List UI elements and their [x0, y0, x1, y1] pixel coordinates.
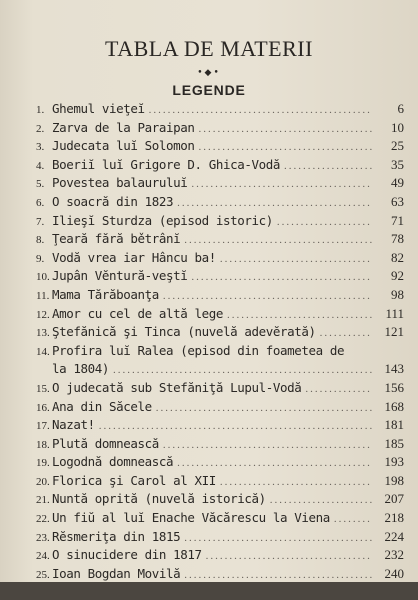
leader-dots: [191, 175, 372, 194]
entry-title: Profira luĭ Ralea (episod din foametea de: [52, 342, 345, 358]
entry-number: 18.: [36, 438, 50, 451]
entry-number: 16.: [36, 401, 50, 414]
leader-dots: [284, 157, 372, 176]
entry-page-number: 156: [384, 379, 404, 395]
entry-page-number: 240: [384, 565, 404, 581]
entry-title: Ghemul vieţeĭ: [52, 101, 145, 116]
entry-page-number: 63: [391, 193, 404, 209]
leader-dots: [163, 436, 372, 455]
entry-page-number: 185: [384, 435, 404, 451]
entry-title: Nuntă oprită (nuvelă istorică): [52, 491, 266, 507]
toc-entry: [36, 379, 404, 398]
toc-entry: [36, 230, 404, 249]
toc-entry: [36, 156, 404, 175]
entry-number: 6.: [36, 196, 45, 209]
toc-entry: [36, 490, 404, 509]
toc-entry: [36, 416, 404, 435]
leader-dots: [206, 547, 372, 566]
leader-dots: [220, 473, 372, 492]
entry-title: Rĕsmeriţa din 1815: [52, 528, 181, 544]
entry-number: 5.: [36, 178, 45, 191]
entry-page-number: 35: [391, 156, 404, 172]
entry-number: 1.: [36, 104, 45, 116]
entry-number: 17.: [36, 420, 50, 433]
entry-page-number: 78: [391, 231, 404, 247]
entry-number: 12.: [36, 308, 50, 321]
entry-page-number: 6: [397, 101, 404, 116]
leader-dots: [184, 231, 372, 250]
entry-title: Amor cu cel de altă lege: [52, 305, 224, 321]
toc-entry: [36, 249, 404, 268]
leader-dots: [227, 306, 372, 325]
toc-entry: [36, 546, 404, 565]
leader-dots: [149, 101, 372, 120]
toc-entry: [36, 212, 404, 231]
leader-dots: [199, 138, 372, 157]
entry-page-number: 168: [384, 398, 404, 414]
entry-page-number: 49: [391, 175, 404, 191]
table-of-contents: [36, 100, 404, 583]
toc-entry-continuation: [36, 360, 404, 379]
entry-page-number: 111: [385, 305, 404, 321]
entry-page-number: 207: [384, 491, 404, 507]
entry-number: 22.: [36, 513, 50, 526]
entry-title: Un fiŭ al luĭ Enache Văcărescu la Viena: [52, 510, 330, 526]
toc-entry: [36, 174, 404, 193]
toc-entry: [36, 472, 404, 491]
leader-dots: [220, 250, 372, 269]
toc-entry: [36, 267, 404, 286]
toc-entry: [36, 305, 404, 324]
entry-title: Boeriĭ luĭ Grigore D. Ghica-Vodă: [52, 156, 281, 172]
entry-title: Ana din Săcele: [52, 398, 152, 414]
entry-page-number: 198: [384, 472, 404, 488]
entry-title: Logodnă domnească: [52, 454, 174, 470]
entry-number: 8.: [36, 234, 45, 247]
entry-page-number: 218: [384, 510, 404, 526]
entry-title: Vodă vrea iar Hâncu ba!: [52, 249, 216, 265]
entry-number: 23.: [36, 531, 50, 544]
leader-dots: [99, 417, 372, 436]
leader-dots: [191, 268, 372, 287]
entry-title: Povestea balauruluĭ: [52, 175, 188, 191]
entry-number: 25.: [36, 568, 50, 581]
toc-entry: [36, 193, 404, 212]
entry-page-number: 10: [391, 119, 404, 135]
entry-title: Judecata luĭ Solomon: [52, 138, 195, 154]
toc-entry: [36, 119, 404, 138]
entry-number: 20.: [36, 475, 50, 488]
leader-dots: [184, 529, 372, 548]
toc-entry: [36, 137, 404, 156]
leader-dots: [199, 120, 372, 139]
leader-dots: [113, 361, 372, 380]
leader-dots: [334, 510, 372, 529]
entry-number: 7.: [36, 215, 45, 228]
leader-dots: [270, 491, 372, 510]
entry-number: 15.: [36, 382, 50, 395]
entry-number: 10.: [36, 271, 50, 284]
entry-title: O soacră din 1823: [52, 193, 174, 209]
leader-dots: [277, 213, 372, 232]
toc-entry: [36, 323, 404, 342]
entry-number: 11.: [36, 289, 50, 302]
toc-entry: [36, 435, 404, 454]
entry-number: 14.: [36, 345, 50, 358]
entry-page-number: 193: [384, 454, 404, 470]
entry-title: Ţeară fără bětrânĭ: [52, 231, 181, 247]
entry-page-number: 25: [391, 138, 404, 154]
book-edge: [0, 582, 418, 600]
toc-entry: [36, 453, 404, 472]
leader-dots: [163, 287, 372, 306]
toc-entry: [36, 528, 404, 547]
leader-dots: [305, 380, 372, 399]
entry-number: 21.: [36, 494, 50, 507]
entry-title: Ilieşĭ Sturdza (episod istoric): [52, 212, 273, 228]
entry-number: 2.: [36, 122, 45, 135]
entry-title: Ştefănică şi Tinca (nuvelă adevĕrată): [52, 324, 316, 340]
entry-page-number: 82: [391, 249, 404, 265]
entry-page-number: 98: [391, 286, 404, 302]
entry-page-number: 224: [384, 528, 404, 544]
entry-page-number: 121: [384, 324, 404, 340]
toc-entry: [36, 342, 404, 361]
entry-number: 9.: [36, 252, 45, 265]
entry-page-number: 92: [391, 268, 404, 284]
entry-page-number: 232: [384, 547, 404, 563]
entry-title: Ioan Bogdan Movilă: [52, 565, 181, 581]
leader-dots: [320, 324, 372, 343]
entry-number: 3.: [36, 141, 45, 154]
leader-dots: [156, 399, 372, 418]
entry-page-number: 71: [391, 212, 404, 228]
entry-title: Plută domnească: [52, 435, 159, 451]
title-ornament: •◆•: [197, 68, 221, 78]
entry-page-number: 143: [384, 361, 404, 377]
toc-entry: [36, 565, 404, 584]
entry-title-continued: la 1804): [52, 361, 110, 377]
toc-entry: [36, 286, 404, 305]
entry-number: 4.: [36, 159, 45, 172]
entry-title: Nazat!: [52, 417, 95, 433]
section-heading: LEGENDE: [172, 82, 246, 98]
toc-entry: [36, 100, 404, 119]
toc-entry: [36, 509, 404, 528]
entry-page-number: 181: [384, 417, 404, 433]
entry-number: 19.: [36, 457, 50, 470]
entry-title: Jupân Vĕntură-veştĭ: [52, 268, 188, 284]
entry-number: 24.: [36, 550, 50, 563]
entry-title: Florica şi Carol al XII: [52, 472, 216, 488]
entry-title: O judecată sub Stefăniţă Lupul-Vodă: [52, 379, 302, 395]
leader-dots: [177, 194, 372, 213]
leader-dots: [177, 454, 372, 473]
entry-title: Mama Tărăboanţa: [52, 286, 159, 302]
entry-title: O sinucidere din 1817: [52, 547, 202, 563]
entry-title: Zarva de la Paraipan: [52, 119, 195, 135]
entry-number: 13.: [36, 327, 50, 340]
toc-entry: [36, 398, 404, 417]
page-title: TABLA DE MATERII: [105, 36, 313, 61]
